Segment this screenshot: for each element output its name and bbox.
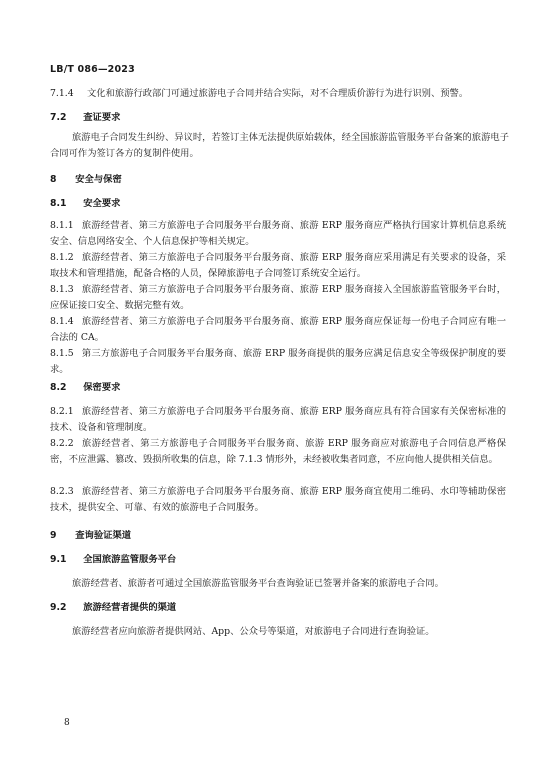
- clause-number: 8.2.2: [50, 438, 74, 449]
- section-title: 安全与保密: [75, 174, 122, 185]
- clause-text: 旅游经营者、第三方旅游电子合同服务平台服务商、旅游 ERP 服务商宜使用二维码、水印等辅助保密技术，提供安全、可靠、有效的旅游电子合同服务。: [50, 486, 506, 513]
- section-number: 8.1: [50, 198, 67, 209]
- clause-text: 第三方旅游电子合同服务平台服务商、旅游 ERP 服务商提供的服务应满足信息安全等级保护制度的要求。: [50, 348, 506, 375]
- clause-number: 8.1.3: [50, 284, 74, 295]
- clause-number: 8.1.2: [50, 252, 74, 263]
- section-title: 查询验证渠道: [75, 530, 132, 541]
- clause-text: 旅游经营者、第三方旅游电子合同服务平台服务商、旅游 ERP 服务商应保证每一份电子合同应有唯一合法的 CA。: [50, 316, 506, 343]
- clause-text: 旅游经营者、第三方旅游电子合同服务平台服务商、旅游 ERP 服务商应采用满足有关要求的设备，采取技术和管理措施，配备合格的人员，保障旅游电子合同签订系统安全运行。: [50, 252, 506, 279]
- section-number: 8: [50, 174, 57, 185]
- section-title: 保密要求: [83, 382, 121, 393]
- clause-7-1-4: [50, 86, 510, 102]
- clause-8-2-2: [50, 436, 506, 467]
- clause-text: 旅游经营者、第三方旅游电子合同服务平台服务商、旅游 ERP 服务商应严格执行国家计算机信息系统安全、信息网络安全、个人信息保护等相关规定。: [50, 220, 506, 247]
- clause-number: 8.1.4: [50, 316, 74, 327]
- clause-number: 8.1.1: [50, 220, 74, 231]
- section-number: 7.2: [50, 112, 67, 123]
- clause-text: 旅游经营者、第三方旅游电子合同服务平台服务商、旅游 ERP 服务商应具有符合国家有关保密标准的技术、设备和管理制度。: [50, 406, 506, 433]
- clause-number: 7.1.4: [50, 88, 74, 99]
- section-number: 8.2: [50, 382, 67, 393]
- section-7-2-heading: [50, 110, 510, 126]
- section-9-heading: [50, 528, 510, 544]
- section-7-2-body: 旅游电子合同发生纠纷、异议时，若签订主体无法提供原始载体，经全国旅游监管服务平台备案的旅游电子合同可作为签订各方的复制件使用。: [50, 132, 509, 159]
- section-9-1-body: 旅游经营者、旅游者可通过全国旅游监管服务平台查询验证已签署并备案的旅游电子合同。: [72, 578, 444, 589]
- section-9-1-heading: [50, 552, 510, 568]
- section-number: 9.2: [50, 602, 67, 613]
- section-9-2-body: 旅游经营者应向旅游者提供网站、App、公众号等渠道，对旅游电子合同进行查询验证。: [72, 626, 435, 637]
- clause-8-1-2: [50, 250, 506, 281]
- section-9-2-heading: [50, 600, 510, 616]
- clause-text: 旅游经营者、第三方旅游电子合同服务平台服务商、旅游 ERP 服务商应对旅游电子合同信息严格保密，不应泄露、篡改、毁损所收集的信息，除 7.1.3 情形外，未经被收集者同意，不应向他人提供相关信息。: [50, 438, 506, 465]
- standard-code: LB/T 086—2023: [50, 64, 135, 75]
- clause-8-1-3: [50, 282, 506, 313]
- clause-8-1-4: [50, 314, 506, 345]
- clause-8-1-1: [50, 218, 506, 249]
- clause-8-2-1: [50, 404, 506, 435]
- section-title: 安全要求: [83, 198, 121, 209]
- section-number: 9.1: [50, 554, 67, 565]
- clause-8-1-5: [50, 346, 506, 377]
- section-title: 查证要求: [83, 112, 121, 123]
- clause-8-2-3: [50, 484, 506, 515]
- section-8-2-heading: [50, 380, 510, 396]
- section-title: 全国旅游监管服务平台: [83, 554, 177, 565]
- page-number: 8: [64, 718, 70, 728]
- section-number: 9: [50, 530, 57, 541]
- section-8-1-heading: [50, 196, 510, 212]
- clause-number: 8.1.5: [50, 348, 74, 359]
- clause-text: 文化和旅游行政部门可通过旅游电子合同并结合实际，对不合理质价游行为进行识别、预警。: [86, 88, 469, 99]
- clause-number: 8.2.1: [50, 406, 74, 417]
- section-8-heading: [50, 172, 510, 188]
- section-title: 旅游经营者提供的渠道: [83, 602, 177, 613]
- clause-text: 旅游经营者、第三方旅游电子合同服务平台服务商、旅游 ERP 服务商接入全国旅游监管服务平台时，应保证接口安全、数据完整有效。: [50, 284, 506, 311]
- clause-number: 8.2.3: [50, 486, 74, 497]
